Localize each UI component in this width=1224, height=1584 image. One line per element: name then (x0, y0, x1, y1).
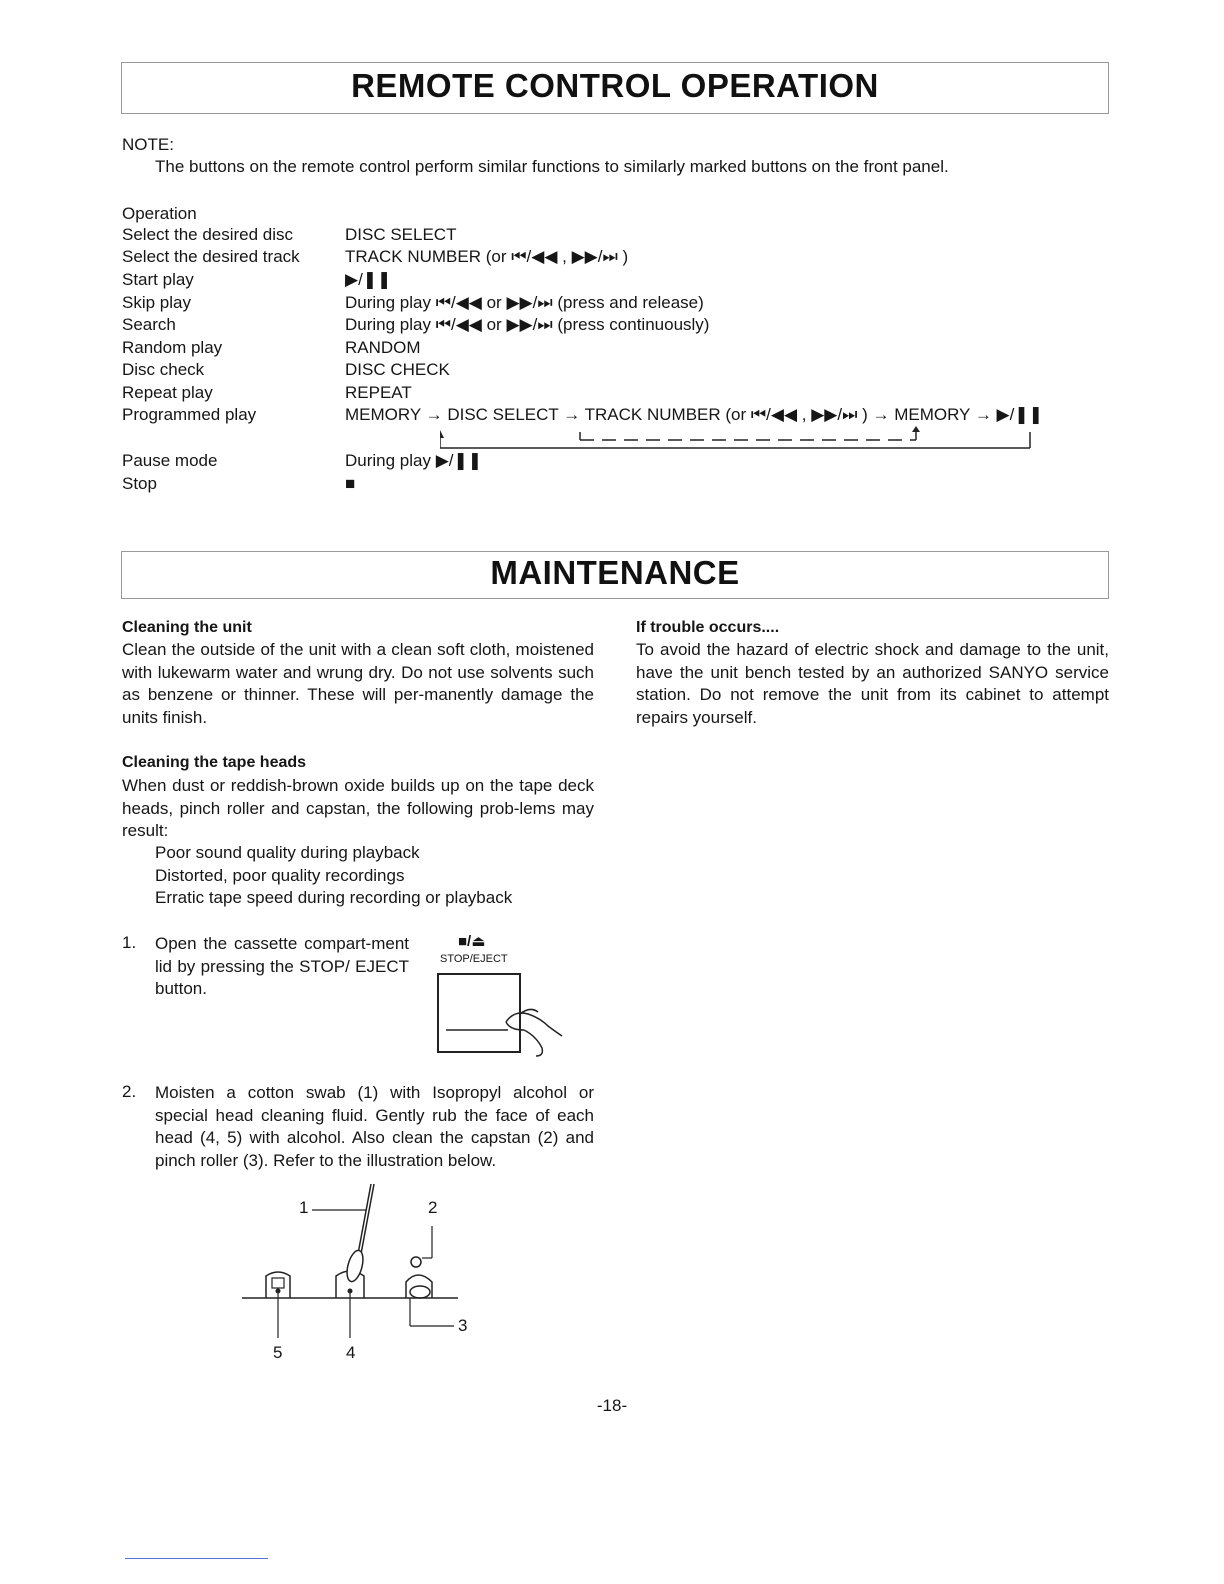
maintenance-header (121, 551, 1109, 599)
operation-label: Start play (122, 270, 194, 289)
problem-item: Erratic tape speed during recording or playback (155, 888, 513, 907)
operation-value: RANDOM (345, 338, 421, 357)
operation-label: Disc check (122, 360, 205, 379)
cleaning-unit-heading: Cleaning the unit (122, 619, 252, 636)
operation-row (122, 360, 1122, 382)
diagram-label-3: 3 (458, 1316, 468, 1335)
diagram-label-2: 2 (428, 1198, 438, 1217)
operation-label: Search (122, 315, 176, 334)
operation-value: MEMORY → DISC SELECT → TRACK NUMBER (or ⏮/◀◀ , ▶▶/⏭ ) → MEMORY → ▶/❚❚ (345, 405, 1043, 424)
operation-row (122, 474, 1122, 496)
stop-eject-label: STOP/EJECT (440, 953, 508, 965)
stop-eject-button-illustration (436, 970, 568, 1060)
operation-value: ▶/❚❚ (345, 270, 392, 289)
operation-row (122, 293, 1122, 315)
problem-item: Poor sound quality during playback (155, 843, 420, 862)
operation-label: Select the desired disc (122, 225, 294, 244)
pinch-roller-shape (406, 1275, 454, 1326)
note-text: The buttons on the remote control perform similar functions to similarly marked buttons on the front panel. (155, 157, 949, 176)
operation-row (122, 383, 1122, 405)
remote-control-header (121, 62, 1109, 114)
remote-control-title: REMOTE CONTROL OPERATION (351, 67, 879, 104)
tape-heads-heading: Cleaning the tape heads (122, 754, 307, 771)
footer-rule (125, 1558, 268, 1559)
operation-row (122, 315, 1122, 337)
operation-value: DISC SELECT (345, 225, 457, 244)
operation-value: During play ▶/❚❚ (345, 451, 482, 470)
step-1-number: 1. (122, 933, 137, 952)
cleaning-unit-text: Clean the outside of the unit with a clean soft cloth, moistened with lukewarm water and wrung dry. Do not use solvents such as benzene or thinner. These will per-manently damage the units finish. (122, 640, 594, 727)
problem-item: Distorted, poor quality recordings (155, 866, 405, 885)
operation-label: Random play (122, 338, 223, 357)
operation-row (122, 338, 1122, 360)
operation-value: During play ⏮/◀◀ or ▶▶/⏭ (press continuously) (345, 315, 710, 334)
cotton-swab-shape (312, 1184, 374, 1283)
trouble-text: To avoid the hazard of electric shock and damage to the unit, have the unit bench tested by an authorized SANYO service station. Do not remove the unit from its cabinet to attempt repairs yourself. (636, 640, 1109, 727)
operation-row (122, 225, 1122, 247)
trouble-heading: If trouble occurs.... (636, 619, 780, 636)
step-2-number: 2. (122, 1082, 137, 1101)
operation-header: Operation (122, 204, 197, 223)
operation-row (122, 247, 1122, 269)
operation-label: Select the desired track (122, 247, 300, 266)
erase-head-shape (266, 1272, 290, 1338)
operation-label: Repeat play (122, 383, 213, 402)
tape-heads-text: When dust or reddish-brown oxide builds up on the tape deck heads, pinch roller and capstan, the following prob-lems may result: (122, 776, 594, 841)
operation-label: Skip play (122, 293, 191, 312)
operation-row (122, 405, 1122, 427)
step-2-text: Moisten a cotton swab (1) with Isopropyl alcohol or special head cleaning fluid. Gently rub the face of each head (4, 5) with alcohol. Also clean the capstan (2) and pinch roller (3). Refer to the illustration below. (155, 1083, 594, 1170)
operation-row (122, 270, 1122, 292)
operation-value: TRACK NUMBER (or ⏮/◀◀ , ▶▶/⏭ ) (345, 247, 629, 266)
diagram-label-1: 1 (299, 1198, 309, 1217)
operation-label: Pause mode (122, 451, 218, 470)
diagram-label-4: 4 (346, 1343, 356, 1362)
operation-label: Stop (122, 474, 157, 493)
operation-row (122, 451, 1122, 473)
diagram-label-5: 5 (273, 1343, 283, 1362)
capstan-shape (411, 1226, 432, 1267)
step-1-text: Open the cassette compart-ment lid by pressing the STOP/ EJECT button. (155, 934, 409, 999)
page-number: -18- (596, 1396, 628, 1415)
maintenance-title: MAINTENANCE (490, 554, 740, 591)
tape-head-diagram (236, 1180, 486, 1370)
stop-eject-symbol: ■/⏏ (458, 933, 486, 950)
program-loop-arrows (440, 426, 1040, 450)
operation-value: ■ (345, 474, 356, 493)
note-label: NOTE: (122, 135, 174, 154)
operation-value: DISC CHECK (345, 360, 450, 379)
operation-label: Programmed play (122, 405, 257, 424)
operation-value: During play ⏮/◀◀ or ▶▶/⏭ (press and release) (345, 293, 704, 312)
operation-value: REPEAT (345, 383, 412, 402)
